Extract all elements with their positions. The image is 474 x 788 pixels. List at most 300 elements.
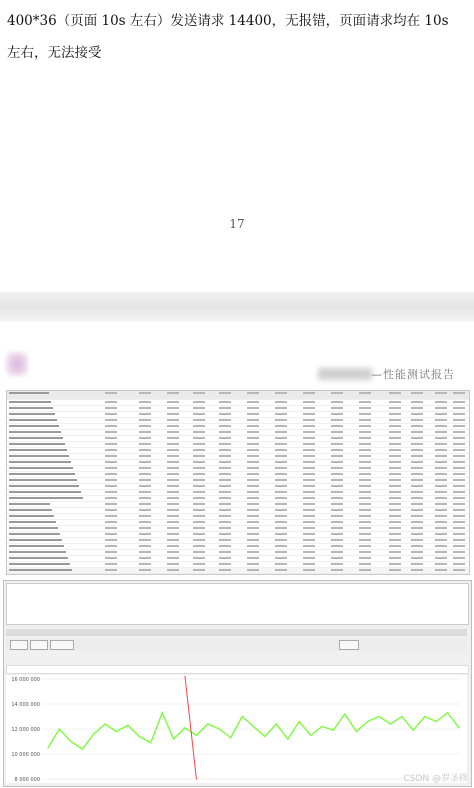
cell-value (275, 425, 287, 427)
row-label (9, 569, 72, 571)
cell-value (105, 485, 117, 487)
cell-value (167, 461, 179, 463)
cell-value (247, 431, 259, 433)
series-line-1 (185, 677, 196, 780)
cell-value (435, 569, 447, 571)
cell-value (331, 539, 343, 541)
cell-value (275, 545, 287, 547)
cell-value (389, 437, 401, 439)
cell-value (331, 407, 343, 409)
cell-value (303, 569, 315, 571)
cell-value (275, 515, 287, 517)
cell-value (359, 425, 371, 427)
cell-value (331, 425, 343, 427)
page-gap (0, 292, 474, 322)
cell-value (275, 533, 287, 535)
data-point (447, 712, 448, 713)
data-point (184, 676, 185, 677)
cell-value (453, 539, 465, 541)
cell-value (167, 401, 179, 403)
cell-value (411, 437, 423, 439)
cell-value (139, 392, 151, 394)
y-tick-label: 16 000 000 (11, 677, 40, 683)
tool-button[interactable] (339, 640, 359, 650)
cell-value (167, 425, 179, 427)
cell-value (139, 539, 151, 541)
report-header (0, 362, 474, 386)
cell-value (453, 563, 465, 565)
cell-value (435, 539, 447, 541)
cell-value (359, 419, 371, 421)
cell-value (435, 527, 447, 529)
cell-value (219, 431, 231, 433)
cell-value (453, 557, 465, 559)
cell-value (411, 533, 423, 535)
cell-value (219, 449, 231, 451)
cell-value (411, 509, 423, 511)
cell-value (167, 467, 179, 469)
cell-value (193, 533, 205, 535)
cell-value (275, 563, 287, 565)
cell-value (247, 443, 259, 445)
cell-value (411, 515, 423, 517)
cell-value (193, 407, 205, 409)
cell-value (167, 431, 179, 433)
cell-value (453, 443, 465, 445)
cell-value (359, 491, 371, 493)
cell-value (105, 527, 117, 529)
cell-value (331, 497, 343, 499)
chart-legend (6, 665, 469, 674)
csdn-watermark: CSDN @罗圣修 (403, 774, 468, 784)
data-point (104, 723, 105, 724)
data-point (321, 726, 322, 727)
cell-value (359, 533, 371, 535)
cell-value (331, 449, 343, 451)
cell-value (359, 449, 371, 451)
data-point (264, 736, 265, 737)
cell-value (139, 509, 151, 511)
cell-value (411, 497, 423, 499)
cell-value (411, 413, 423, 415)
cell-value (275, 392, 287, 394)
cell-value (105, 401, 117, 403)
row-label (9, 497, 83, 499)
cell-value (139, 443, 151, 445)
data-point (207, 723, 208, 724)
cell-value (303, 515, 315, 517)
cell-value (453, 473, 465, 475)
cell-value (167, 419, 179, 421)
cell-value (219, 485, 231, 487)
row-label (9, 431, 61, 433)
cell-value (389, 503, 401, 505)
cell-value (193, 479, 205, 481)
cell-value (247, 521, 259, 523)
cell-value (105, 557, 117, 559)
cell-value (219, 392, 231, 394)
cell-value (359, 551, 371, 553)
cell-value (193, 521, 205, 523)
row-label (9, 473, 75, 475)
cell-value (435, 437, 447, 439)
cell-value (193, 503, 205, 505)
cell-value (167, 545, 179, 547)
cell-value (331, 479, 343, 481)
cell-value (359, 527, 371, 529)
cell-value (139, 479, 151, 481)
cell-value (247, 437, 259, 439)
cell-value (105, 461, 117, 463)
cell-value (219, 407, 231, 409)
row-label (9, 539, 62, 541)
cell-value (359, 455, 371, 457)
cell-value (139, 515, 151, 517)
cell-value (247, 392, 259, 394)
cell-value (193, 401, 205, 403)
cell-value (389, 461, 401, 463)
report-page (0, 322, 474, 788)
cell-value (275, 473, 287, 475)
cell-value (411, 569, 423, 571)
cell-value (359, 515, 371, 517)
cell-value (411, 461, 423, 463)
cell-value (193, 413, 205, 415)
cell-value (411, 521, 423, 523)
cell-value (435, 485, 447, 487)
cell-value (359, 467, 371, 469)
cell-value (247, 461, 259, 463)
cell-value (331, 473, 343, 475)
cell-value (219, 401, 231, 403)
cell-value (411, 473, 423, 475)
cell-value (105, 467, 117, 469)
data-point (196, 735, 197, 736)
cell-value (193, 539, 205, 541)
cell-value (389, 515, 401, 517)
cell-value (193, 491, 205, 493)
cell-value (453, 515, 465, 517)
cell-value (331, 485, 343, 487)
data-point (310, 735, 311, 736)
cell-value (247, 551, 259, 553)
cell-value (275, 527, 287, 529)
cell-value (303, 563, 315, 565)
cell-value (359, 479, 371, 481)
cell-value (139, 497, 151, 499)
cell-value (247, 479, 259, 481)
cell-value (193, 527, 205, 529)
cell-value (193, 461, 205, 463)
cell-value (303, 413, 315, 415)
cell-value (331, 437, 343, 439)
cell-value (453, 521, 465, 523)
cell-value (303, 449, 315, 451)
monitor-window (3, 580, 472, 787)
row-label (9, 425, 59, 427)
cell-value (331, 461, 343, 463)
tool-button[interactable] (30, 640, 48, 650)
cell-value (167, 473, 179, 475)
cell-value (139, 455, 151, 457)
cell-value (389, 407, 401, 409)
cell-value (331, 533, 343, 535)
cell-value (247, 413, 259, 415)
cell-value (435, 392, 447, 394)
cell-value (105, 431, 117, 433)
paragraph-line-2: 左右，无法接受 (7, 45, 102, 61)
cell-value (247, 455, 259, 457)
cell-value (247, 569, 259, 571)
cell-value (411, 449, 423, 451)
cell-value (219, 437, 231, 439)
cell-value (435, 509, 447, 511)
cell-value (331, 491, 343, 493)
data-point (47, 747, 48, 748)
cell-value (193, 563, 205, 565)
tool-button[interactable] (50, 640, 74, 650)
cell-value (139, 551, 151, 553)
results-table (6, 390, 470, 575)
cell-value (411, 479, 423, 481)
cell-value (303, 557, 315, 559)
cell-value (193, 509, 205, 511)
cell-value (193, 545, 205, 547)
cell-value (167, 527, 179, 529)
data-point (173, 738, 174, 739)
cell-value (247, 527, 259, 529)
cell-value (193, 473, 205, 475)
cell-value (411, 545, 423, 547)
cell-value (453, 431, 465, 433)
cell-value (247, 509, 259, 511)
data-point (139, 736, 140, 737)
cell-value (331, 563, 343, 565)
cell-value (139, 431, 151, 433)
cell-value (219, 491, 231, 493)
cell-value (139, 413, 151, 415)
data-point (127, 725, 128, 726)
cell-value (139, 467, 151, 469)
cell-value (389, 401, 401, 403)
cell-value (411, 425, 423, 427)
cell-value (435, 563, 447, 565)
data-point (59, 728, 60, 729)
cell-value (453, 569, 465, 571)
cell-value (331, 503, 343, 505)
data-point (413, 730, 414, 731)
cell-value (219, 479, 231, 481)
cell-value (167, 569, 179, 571)
cell-value (303, 455, 315, 457)
cell-value (303, 521, 315, 523)
cell-value (453, 479, 465, 481)
cell-value (105, 539, 117, 541)
cell-value (435, 413, 447, 415)
cell-value (411, 443, 423, 445)
cell-value (435, 425, 447, 427)
cell-value (105, 545, 117, 547)
cell-value (193, 392, 205, 394)
data-point (333, 730, 334, 731)
cell-value (275, 497, 287, 499)
cell-value (453, 455, 465, 457)
cell-value (359, 569, 371, 571)
cell-value (105, 437, 117, 439)
cell-value (359, 401, 371, 403)
cell-value (275, 479, 287, 481)
cell-value (411, 491, 423, 493)
cell-value (219, 527, 231, 529)
cell-value (453, 461, 465, 463)
cell-value (303, 545, 315, 547)
cell-value (389, 431, 401, 433)
cell-value (453, 401, 465, 403)
cell-value (359, 521, 371, 523)
cell-value (193, 455, 205, 457)
row-label (9, 557, 68, 559)
cell-value (139, 557, 151, 559)
cell-value (105, 449, 117, 451)
cell-value (167, 503, 179, 505)
row-label (9, 449, 67, 451)
row-label (9, 392, 49, 394)
cell-value (331, 392, 343, 394)
cell-value (275, 437, 287, 439)
cell-value (193, 431, 205, 433)
cell-value (219, 467, 231, 469)
cell-value (167, 485, 179, 487)
cell-value (219, 563, 231, 565)
cell-value (359, 407, 371, 409)
cell-value (167, 497, 179, 499)
data-point (458, 727, 459, 728)
cell-value (435, 497, 447, 499)
data-point (253, 726, 254, 727)
cell-value (219, 521, 231, 523)
cell-value (389, 392, 401, 394)
data-point (356, 731, 357, 732)
row-label (9, 527, 58, 529)
cell-value (247, 539, 259, 541)
cell-value (453, 413, 465, 415)
cell-value (167, 539, 179, 541)
cell-value (359, 557, 371, 559)
data-point (196, 778, 197, 779)
cell-value (139, 461, 151, 463)
cell-value (167, 479, 179, 481)
paragraph-line-1: 400*36（页面 10s 左右）发送请求 14400，无报错，页面请求均在 10s (7, 13, 449, 29)
cell-value (167, 455, 179, 457)
cell-value (389, 449, 401, 451)
cell-value (193, 497, 205, 499)
cell-value (303, 437, 315, 439)
report-title: —性能测试报告 (371, 368, 455, 381)
cell-value (139, 401, 151, 403)
cell-value (389, 545, 401, 547)
cell-value (247, 497, 259, 499)
cell-value (435, 551, 447, 553)
row-label (9, 491, 81, 493)
cell-value (389, 479, 401, 481)
cell-value (303, 431, 315, 433)
cell-value (453, 407, 465, 409)
cell-value (193, 467, 205, 469)
cell-value (105, 497, 117, 499)
row-label (9, 545, 64, 547)
cell-value (389, 557, 401, 559)
cell-value (303, 509, 315, 511)
body-paragraph (7, 5, 467, 69)
cell-value (453, 485, 465, 487)
cell-value (359, 413, 371, 415)
cell-value (247, 503, 259, 505)
data-point (82, 748, 83, 749)
cell-value (411, 455, 423, 457)
cell-value (139, 527, 151, 529)
cell-value (105, 563, 117, 565)
cell-value (303, 485, 315, 487)
cell-value (411, 392, 423, 394)
cell-value (411, 557, 423, 559)
cell-value (303, 407, 315, 409)
cell-value (411, 563, 423, 565)
cell-value (105, 503, 117, 505)
cell-value (139, 503, 151, 505)
cell-value (167, 509, 179, 511)
cell-value (247, 557, 259, 559)
cell-value (411, 551, 423, 553)
cell-value (247, 491, 259, 493)
cell-value (219, 533, 231, 535)
cell-value (105, 413, 117, 415)
cell-value (219, 443, 231, 445)
cell-value (359, 443, 371, 445)
data-point (276, 723, 277, 724)
cell-value (331, 515, 343, 517)
cell-value (219, 497, 231, 499)
cell-value (359, 431, 371, 433)
cell-value (193, 515, 205, 517)
cell-value (219, 557, 231, 559)
cell-value (411, 401, 423, 403)
y-tick-label: 8 000 000 (14, 777, 40, 783)
cell-value (105, 569, 117, 571)
cell-value (139, 449, 151, 451)
row-label (9, 467, 73, 469)
cell-value (275, 491, 287, 493)
cell-value (303, 551, 315, 553)
cell-value (139, 419, 151, 421)
cell-value (139, 407, 151, 409)
cell-value (389, 509, 401, 511)
data-point (344, 713, 345, 714)
cell-value (275, 551, 287, 553)
tool-button[interactable] (10, 640, 28, 650)
row-label (9, 437, 63, 439)
cell-value (303, 419, 315, 421)
cell-value (411, 485, 423, 487)
cell-value (247, 467, 259, 469)
row-label (9, 401, 51, 403)
cell-value (359, 545, 371, 547)
data-point (287, 738, 288, 739)
cell-value (303, 392, 315, 394)
cell-value (331, 419, 343, 421)
data-point (116, 731, 117, 732)
cell-value (139, 437, 151, 439)
cell-value (247, 485, 259, 487)
